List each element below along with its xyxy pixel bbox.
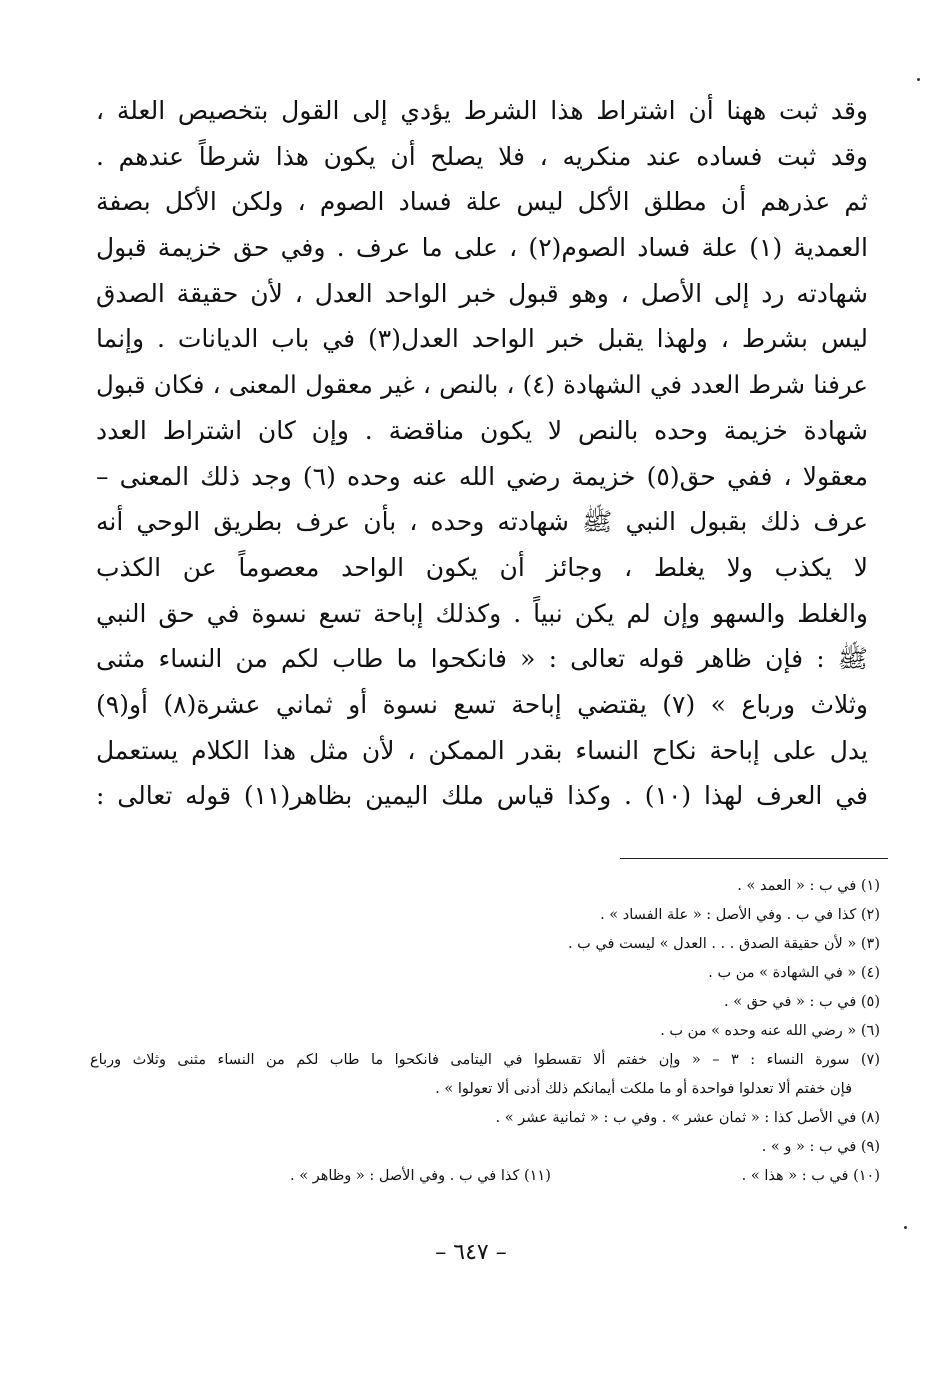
footnotes-block (90, 872, 880, 1191)
footnote: (٤) « في الشهادة » من ب . (708, 965, 880, 981)
main-text-block (96, 88, 868, 819)
footnote: (٩) في ب : « و » . (761, 1139, 880, 1155)
footnote: (٧) سورة النساء : ٣ – « وإن خفتم ألا تقسطوا في اليتامى فانكحوا ما طاب لكم من النساء مثنى وثلاث ورباع (90, 1052, 880, 1068)
text-line: وقد ثبت فساده عند منكريه ، فلا يصلح أن يكون هذا شرطاً عندهم . (96, 141, 868, 171)
footnote: (٢) كذا في ب . وفي الأصل : « علة الفساد » . (600, 907, 880, 923)
text-line: وقد ثبت ههنا أن اشتراط هذا الشرط يؤدي إلى القول بتخصيص العلة ، (96, 96, 868, 125)
footnote: (٨) في الأصل كذا : « ثمان عشر » . وفي ب : « ثمانية عشر » . (495, 1110, 880, 1126)
footnote: (٦) « رضي الله عنه وحده » من ب . (660, 1023, 880, 1039)
page-number: – ٦٤٧ – (435, 1240, 507, 1265)
footnote: (١٠) في ب : « هذا » . (741, 1168, 880, 1184)
text-line: وثلاث ورباع » (٧) يقتضي إباحة تسع نسوة أو ثماني عشرة(٨) أو(٩) (96, 689, 868, 719)
text-line: يدل على إباحة نكاح النساء بقدر الممكن ، لأن مثل هذا الكلام يستعمل (96, 735, 868, 765)
text-line: ثم عذرهم أن مطلق الأكل ليس علة فساد الصوم ، ولكن الأكل بصفة (96, 187, 868, 217)
text-line: عرف ذلك بقبول النبي ﷺ شهادته وحده ، بأن عرف بطريق الوحي أنه (96, 507, 868, 537)
text-line: عرفنا شرط العدد في الشهادة (٤) ، بالنص ، غير معقول المعنى ، فكان قبول (96, 370, 868, 400)
footnote: (١) في ب : « العمد » . (737, 878, 880, 894)
scan-speck (904, 1226, 907, 1229)
text-line: شهادة خزيمة وحده بالنص لا يكون مناقضة . وإن كان اشتراط العدد (96, 415, 868, 445)
text-line: والغلط والسهو وإن لم يكن نبياً . وكذلك إباحة تسع نسوة في حق النبي (96, 598, 868, 628)
text-line: ﷺ : فإن ظاهر قوله تعالى : « فانكحوا ما طاب لكم من النساء مثنى (96, 644, 868, 674)
text-line: لا يكذب ولا يغلط ، وجائز أن يكون الواحد معصوماً عن الكذب (96, 552, 868, 582)
footnote: (١١) كذا في ب . وفي الأصل : « وظاهر » . (290, 1168, 551, 1184)
text-line: في العرف لهذا (١٠) . وكذا قياس ملك اليمين بظاهر(١١) قوله تعالى : (96, 781, 868, 811)
text-line: العمدية (١) علة فساد الصوم(٢) ، على ما عرف . وفي حق خزيمة قبول (96, 233, 868, 263)
text-line: معقولا ، ففي حق(٥) خزيمة رضي الله عنه وحده (٦) وجد ذلك المعنى – (96, 461, 868, 491)
footnote-row (90, 1162, 880, 1191)
footnote-continuation: فإن خفتم ألا تعدلوا فواحدة أو ما ملكت أيمانكم ذلك أدنى ألا تعولوا » . (435, 1081, 852, 1097)
text-line: شهادته رد إلى الأصل ، وهو قبول خبر الواحد العدل ، لأن حقيقة الصدق (96, 278, 868, 308)
text-line: ليس بشرط ، ولهذا يقبل خبر الواحد العدل(٣) في باب الديانات . وإنما (96, 324, 868, 354)
scan-speck (917, 78, 920, 81)
footnote: (٥) في ب : « في حق » . (724, 994, 880, 1010)
footnote: (٣) « لأن حقيقة الصدق . . . العدل » ليست في ب . (567, 936, 880, 952)
footnote-separator (620, 858, 888, 859)
